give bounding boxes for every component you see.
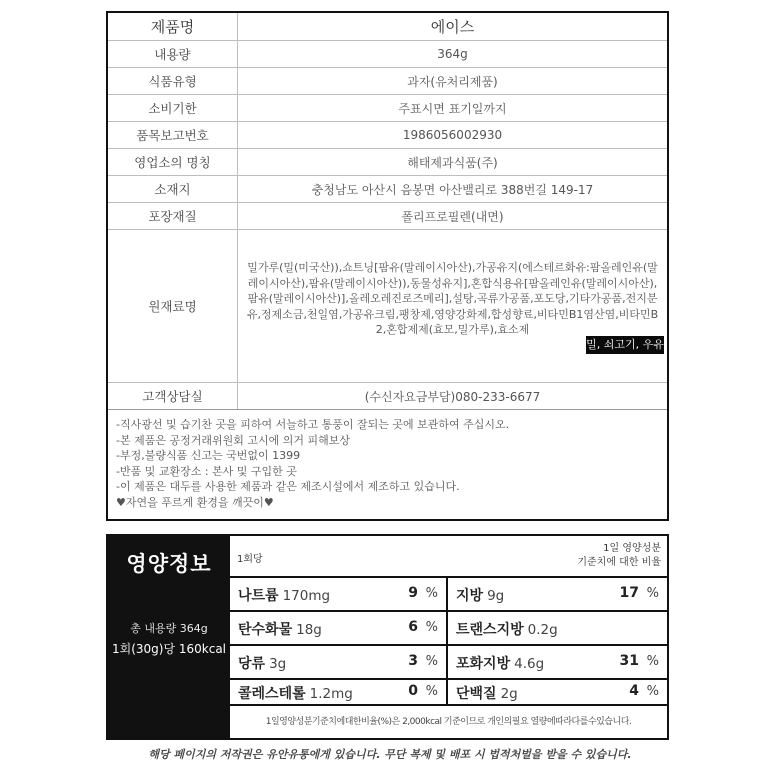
ingredients-cell	[238, 230, 667, 382]
row-value: 충청남도 아산시 음봉면 아산밸리로 388번길 149-17	[238, 176, 668, 203]
nutrient-protein	[448, 680, 667, 704]
nutrition-header	[230, 536, 667, 576]
row-value: 해태제과식품(주)	[238, 149, 668, 176]
info-row-address	[108, 176, 667, 203]
nutrient-amount: 4.6g	[514, 656, 545, 672]
percent-unit: %	[425, 654, 438, 669]
note-line: -직사광선 및 습기찬 곳을 피하여 서늘하고 통풍이 잘되는 곳에 보관하여 주십시오.	[116, 418, 510, 431]
info-row-product-name	[108, 13, 667, 41]
info-row-expiry	[108, 95, 667, 122]
allergen-badge: 밀, 쇠고기, 우유 함유	[586, 338, 664, 369]
nutrient-percent: 4	[629, 683, 639, 699]
ingredients-label: 원재료명	[108, 230, 238, 383]
reference-line: 1일 영양성분	[603, 543, 661, 554]
percent-unit: %	[646, 586, 659, 601]
info-row-content	[108, 41, 667, 68]
row-label: 소재지	[108, 176, 238, 203]
info-row-food-type	[108, 68, 667, 95]
percent-unit: %	[425, 620, 438, 635]
nutrient-name: 포화지방	[456, 656, 511, 672]
nutrient-percent: 31	[619, 653, 639, 669]
row-value: 1986056002930	[238, 122, 668, 149]
nutrient-amount: 0.2g	[527, 622, 558, 638]
nutrient-percent: 0	[408, 683, 418, 699]
contact-label: 고객상담실	[108, 383, 238, 410]
caution-notes	[116, 417, 659, 510]
row-label: 영업소의 명칭	[108, 149, 238, 176]
nutrient-trans-fat	[448, 612, 667, 644]
nutrient-name: 트랜스지방	[456, 622, 524, 638]
row-value: 폴리프로필렌(내면)	[238, 203, 668, 230]
nutrient-amount: 1.2mg	[309, 686, 353, 702]
nutrient-name: 당류	[238, 656, 266, 672]
row-value: 주표시면 표기일까지	[238, 95, 668, 122]
daily-value-reference	[577, 542, 661, 570]
reference-line: 기준치에 대한 비율	[577, 557, 661, 568]
nutrient-amount: 2g	[500, 686, 518, 702]
info-row-company	[108, 149, 667, 176]
product-name-label: 제품명	[108, 13, 238, 41]
row-label: 품목보고번호	[108, 122, 238, 149]
nutrient-name: 콜레스테롤	[238, 686, 306, 702]
nutrient-percent: 17	[619, 585, 639, 601]
nutrient-fat	[448, 578, 667, 610]
row-value: 과자(유처리제품)	[238, 68, 668, 95]
note-line: -반품 및 교환장소 : 본사 및 구입한 곳	[116, 464, 297, 478]
row-label: 포장재질	[108, 203, 238, 230]
nutrient-cholesterol	[230, 680, 446, 704]
nutrient-percent: 6	[408, 619, 418, 635]
nutrient-amount: 18g	[296, 622, 322, 638]
total-content: 총 내용량 364g	[130, 622, 208, 635]
nutrient-percent: 9	[408, 585, 418, 601]
ingredients-text: 밀가루(밀(미국산)),쇼트닝[팜유(말레이시아산),가공유지(에스테르화유:팜올레인유(말레이시아산),팜유(말레이시아산)),동물성유지],혼합식용유[팜올레인유(말레이시아산),팜유(말레이시아산)],올레오레진로즈메리],설탕,곡류가공품,포도당,기타가공품,전지분유,정제소금,천일염,가공유크림,팽창제,영양강화제,합성향료,비타민B1염산염,비타민B2,혼합제제(효모,밀가루),효소제	[246, 261, 659, 336]
percent-unit: %	[425, 684, 438, 699]
nutrient-amount: 3g	[269, 656, 287, 672]
nutrient-name: 지방	[456, 588, 484, 604]
note-line: -부정,불량식품 신고는 국번없이 1399	[116, 449, 301, 462]
note-line: ♥자연을 푸르게 환경을 깨끗이♥	[116, 495, 274, 509]
info-row-contact	[108, 383, 667, 410]
row-value: 364g	[238, 41, 668, 68]
row-label: 내용량	[108, 41, 238, 68]
info-row-report-number	[108, 122, 667, 149]
per-serving-kcal: 1회(30g)당 160kcal	[111, 642, 227, 656]
percent-unit: %	[646, 654, 659, 669]
note-line: -이 제품은 대두를 사용한 제품과 같은 제조시설에서 제조하고 있습니다.	[116, 480, 460, 493]
row-label: 식품유형	[108, 68, 238, 95]
contact-value: (수신자요금부담)080-233-6677	[238, 383, 668, 410]
note-line: -본 제품은 공정거래위원회 고시에 의거 피해보상	[116, 433, 350, 447]
nutrient-name: 탄수화물	[238, 622, 293, 638]
nutrient-saturated-fat	[448, 646, 667, 678]
percent-unit: %	[646, 684, 659, 699]
serving-label: 1회당	[237, 554, 263, 565]
copyright-notice: 해당 페이지의 저작권은 유안유통에게 있습니다. 무단 복제 및 배포 시 법적처벌을 받을 수 있습니다.	[148, 748, 632, 761]
nutrient-name: 단백질	[456, 686, 497, 702]
row-label: 소비기한	[108, 95, 238, 122]
info-row-ingredients	[108, 230, 667, 383]
nutrition-summary	[108, 536, 230, 738]
nutrient-amount: 9g	[487, 588, 505, 604]
percent-unit: %	[425, 586, 438, 601]
info-row-packaging	[108, 203, 667, 230]
info-rows	[108, 13, 667, 410]
nutrient-percent: 3	[408, 653, 418, 669]
nutrition-title: 영양정보	[126, 552, 212, 576]
nutrition-facts-box	[106, 534, 669, 740]
nutrient-sodium	[230, 578, 446, 610]
product-name-value: 에이스	[238, 13, 668, 41]
nutrient-sugars	[230, 646, 446, 678]
nutrient-amount: 170mg	[282, 588, 331, 604]
nutrient-name: 나트륨	[238, 588, 279, 604]
nutrition-footnote: 1일영양성분기준치에대한비율(%)은 2,000kcal 기준이므로 개인의필요 열량에따라다를수있습니다.	[230, 706, 667, 738]
product-info-table	[106, 11, 669, 521]
nutrient-carbohydrate	[230, 612, 446, 644]
